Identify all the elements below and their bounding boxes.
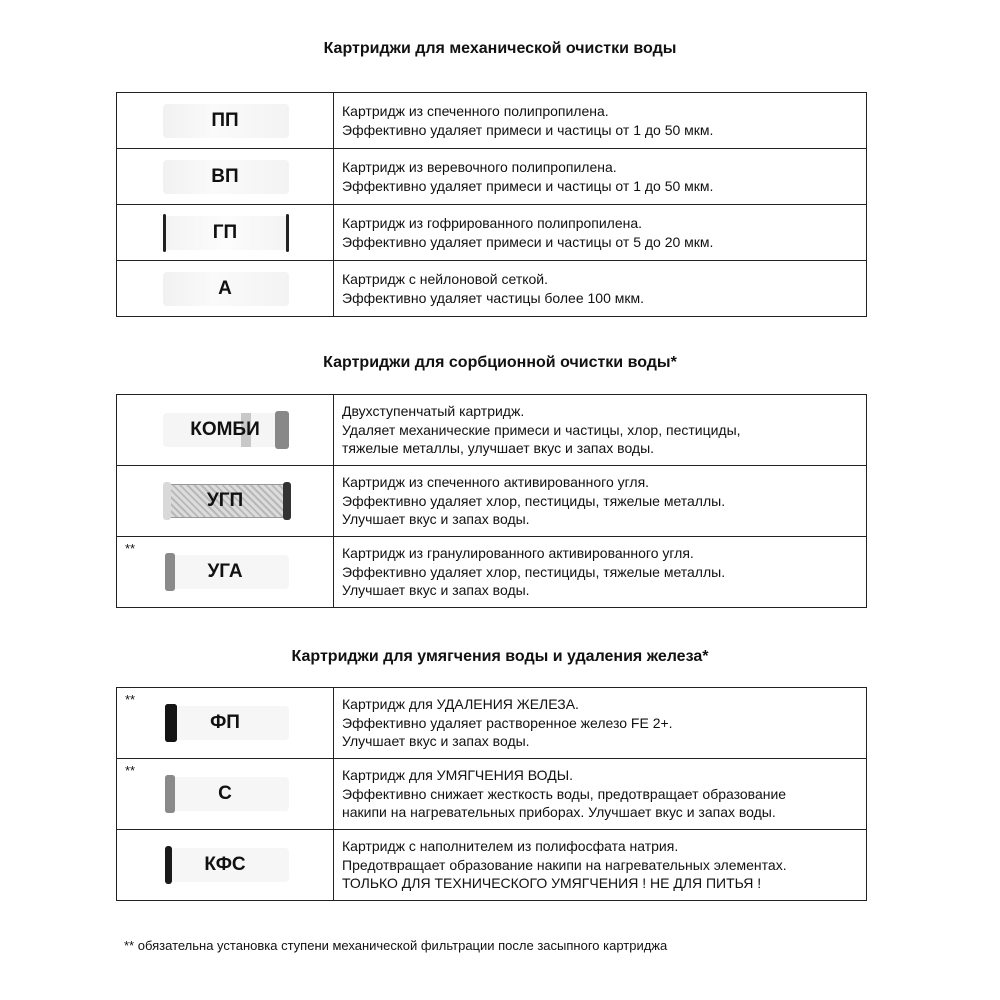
table-row xyxy=(117,149,867,205)
description-line: Эффективно удаляет хлор, пестициды, тяжелые металлы. xyxy=(342,563,726,580)
table-row xyxy=(117,688,867,759)
cartridge-image-cell xyxy=(117,537,334,608)
footnote-marker: ** xyxy=(125,541,136,556)
cartridge-description xyxy=(334,395,867,466)
cartridge-description xyxy=(334,205,867,261)
cartridge-description xyxy=(334,93,867,149)
section-title-mechanical: Картриджи для механической очистки воды xyxy=(323,40,677,57)
cartridge-description xyxy=(334,261,867,317)
section-title-sorption: Картриджи для сорбционной очистки воды* xyxy=(323,354,677,371)
sorption-cartridges-table xyxy=(116,394,867,608)
cartridge-image-cell xyxy=(117,395,334,466)
description-line: Картридж из гранулированного активированного угля. xyxy=(342,545,694,562)
description-line: Эффективно удаляет хлор, пестициды, тяжелые металлы. xyxy=(342,492,726,509)
cartridge-image-cell xyxy=(117,205,334,261)
description-line: Удаляет механические примеси и частицы, хлор, пестициды, xyxy=(342,421,741,438)
description-line: Эффективно удаляет примеси и частицы от 1 до 50 мкм. xyxy=(342,177,714,194)
softening-cartridges-table xyxy=(116,687,867,901)
description-line: Улучшает вкус и запах воды. xyxy=(342,511,530,528)
table-row xyxy=(117,537,867,608)
cartridge-label: ВП xyxy=(211,165,239,187)
description-line: Двухступенчатый картридж. xyxy=(342,403,525,420)
cartridge-label: КФС xyxy=(204,854,246,875)
description-line: Картридж из гофрированного полипропилена. xyxy=(342,215,643,231)
table-row xyxy=(117,830,867,901)
description-line: Эффективно снижает жесткость воды, предотвращает образование xyxy=(342,785,787,802)
description-line: Эффективно удаляет частицы более 100 мкм. xyxy=(342,289,645,306)
cartridge-label: ГП xyxy=(212,221,238,243)
cartridge-image-cell xyxy=(117,261,334,317)
table-row xyxy=(117,93,867,149)
cartridge-label: ФП xyxy=(210,712,240,733)
description-line: Картридж с нейлоновой сеткой. xyxy=(342,271,549,287)
cartridge-description xyxy=(334,149,867,205)
description-line: Картридж для УМЯГЧЕНИЯ ВОДЫ. xyxy=(342,767,573,784)
cartridge-description xyxy=(334,688,867,759)
cartridge-label: С xyxy=(218,783,232,804)
description-line: Улучшает вкус и запах воды. xyxy=(342,733,530,750)
description-line: Эффективно удаляет растворенное железо FE 2+. xyxy=(342,714,673,731)
footnote: ** обязательна установка ступени механической фильтрации после засыпного картриджа xyxy=(124,938,668,953)
table-row xyxy=(117,261,867,317)
description-line: тяжелые металлы, улучшает вкус и запах воды. xyxy=(342,440,655,457)
description-line: Эффективно удаляет примеси и частицы от 1 до 50 мкм. xyxy=(342,121,714,138)
footnote-marker: ** xyxy=(125,692,136,707)
description-line: Картридж с наполнителем из полифосфата натрия. xyxy=(342,838,679,855)
cartridge-description xyxy=(334,537,867,608)
table-row xyxy=(117,205,867,261)
cartridge-image-cell xyxy=(117,93,334,149)
cartridge-image-cell xyxy=(117,759,334,830)
section-title-softening: Картриджи для умягчения воды и удаления железа* xyxy=(291,648,709,665)
description-line: Эффективно удаляет примеси и частицы от 5 до 20 мкм. xyxy=(342,233,714,250)
cartridge-image-cell xyxy=(117,149,334,205)
cartridge-image-cell xyxy=(117,830,334,901)
cartridge-label: КОМБИ xyxy=(190,419,260,440)
description-line: накипи на нагревательных приборах. Улучшает вкус и запах воды. xyxy=(342,804,776,821)
mechanical-cartridges-table xyxy=(116,92,867,317)
cartridge-description xyxy=(334,759,867,830)
cartridge-description xyxy=(334,466,867,537)
footnote-marker: ** xyxy=(125,763,136,778)
cartridge-label: А xyxy=(218,277,232,299)
cartridge-label: УГА xyxy=(207,561,243,582)
cartridge-description xyxy=(334,830,867,901)
description-line: Картридж из спеченного активированного угля. xyxy=(342,474,650,491)
cartridge-label: ПП xyxy=(211,109,239,131)
description-line: Картридж из спеченного полипропилена. xyxy=(342,103,609,119)
table-row xyxy=(117,466,867,537)
description-line: Предотвращает образование накипи на нагревательных элементах. xyxy=(342,856,787,873)
cartridge-image-cell xyxy=(117,688,334,759)
cartridge-image-cell xyxy=(117,466,334,537)
description-line: ТОЛЬКО ДЛЯ ТЕХНИЧЕСКОГО УМЯГЧЕНИЯ ! НЕ ДЛЯ ПИТЬЯ ! xyxy=(342,875,762,892)
description-line: Картридж для УДАЛЕНИЯ ЖЕЛЕЗА. xyxy=(342,696,579,713)
table-row xyxy=(117,759,867,830)
cartridge-label: УГП xyxy=(206,490,244,511)
table-row xyxy=(117,395,867,466)
description-line: Картридж из веревочного полипропилена. xyxy=(342,159,617,175)
description-line: Улучшает вкус и запах воды. xyxy=(342,582,530,599)
